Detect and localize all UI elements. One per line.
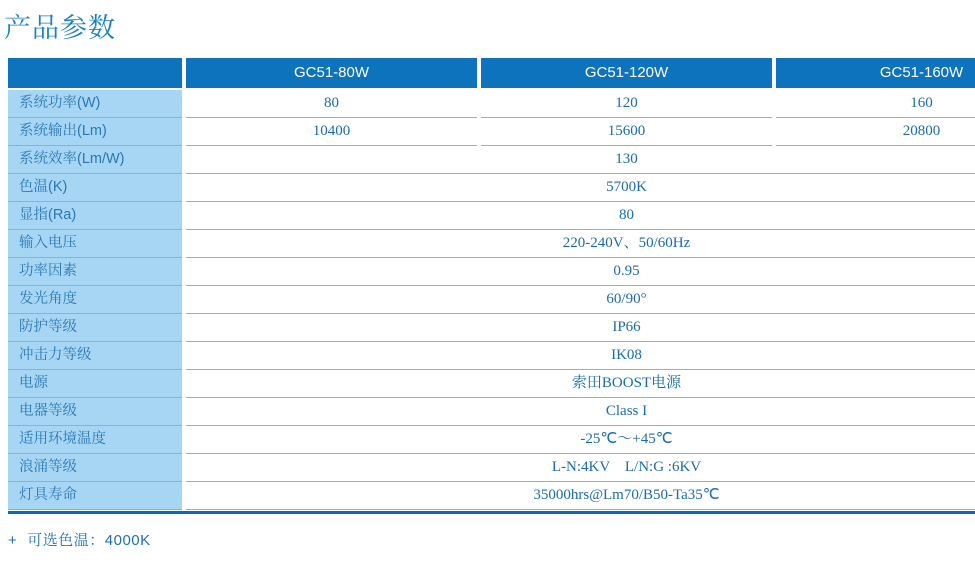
cell-driver: 索田BOOST电源 xyxy=(186,370,975,398)
header-col-gc51-80w: GC51-80W xyxy=(186,58,477,88)
row-label-color-temperature: 色温(K) xyxy=(8,174,182,202)
cell-system-efficacy: 130 xyxy=(186,146,975,174)
row-label-power-factor: 功率因素 xyxy=(8,258,182,286)
row-label-system-output: 系统输出(Lm) xyxy=(8,118,182,146)
cell-system-power-160w: 160 xyxy=(776,90,975,118)
row-label-electrical-class: 电器等级 xyxy=(8,398,182,426)
header-corner-cell xyxy=(8,58,182,88)
table-header-row xyxy=(8,58,975,88)
cell-system-output-160w: 20800 xyxy=(776,118,975,146)
row-label-surge-rating: 浪涌等级 xyxy=(8,454,182,482)
cell-beam-angle: 60/90° xyxy=(186,286,975,314)
row-label-system-efficacy: 系统效率(Lm/W) xyxy=(8,146,182,174)
row-label-input-voltage: 输入电压 xyxy=(8,230,182,258)
row-label-ik-rating: 冲击力等级 xyxy=(8,342,182,370)
cell-system-output-80w: 10400 xyxy=(186,118,477,146)
plus-icon: + xyxy=(8,532,18,549)
cell-system-power-80w: 80 xyxy=(186,90,477,118)
cell-power-factor: 0.95 xyxy=(186,258,975,286)
cell-color-temperature: 5700K xyxy=(186,174,975,202)
row-label-cri: 显指(Ra) xyxy=(8,202,182,230)
header-col-gc51-120w: GC51-120W xyxy=(481,58,772,88)
cell-cri: 80 xyxy=(186,202,975,230)
row-label-lifetime: 灯具寿命 xyxy=(8,482,182,510)
cell-surge-rating: L-N:4KV L/N:G :6KV xyxy=(186,454,975,482)
product-spec-table xyxy=(8,58,975,514)
footnote xyxy=(8,529,151,550)
cell-ik-rating: IK08 xyxy=(186,342,975,370)
table-bottom-rule xyxy=(8,511,975,514)
cell-operating-temperature: -25℃～+45℃ xyxy=(186,426,975,454)
row-label-system-power: 系统功率(W) xyxy=(8,90,182,118)
header-col-gc51-160w: GC51-160W xyxy=(776,58,975,88)
page-title: 产品参数 xyxy=(4,13,116,43)
row-label-operating-temperature: 适用环境温度 xyxy=(8,426,182,454)
row-label-driver: 电源 xyxy=(8,370,182,398)
footnote-text: 可选色温：4000K xyxy=(27,532,151,549)
cell-electrical-class: Class I xyxy=(186,398,975,426)
row-label-ip-rating: 防护等级 xyxy=(8,314,182,342)
cell-ip-rating: IP66 xyxy=(186,314,975,342)
cell-system-output-120w: 15600 xyxy=(481,118,772,146)
row-label-beam-angle: 发光角度 xyxy=(8,286,182,314)
cell-lifetime: 35000hrs@Lm70/B50-Ta35℃ xyxy=(186,482,975,510)
cell-system-power-120w: 120 xyxy=(481,90,772,118)
cell-input-voltage: 220-240V、50/60Hz xyxy=(186,230,975,258)
table-body xyxy=(8,90,975,510)
